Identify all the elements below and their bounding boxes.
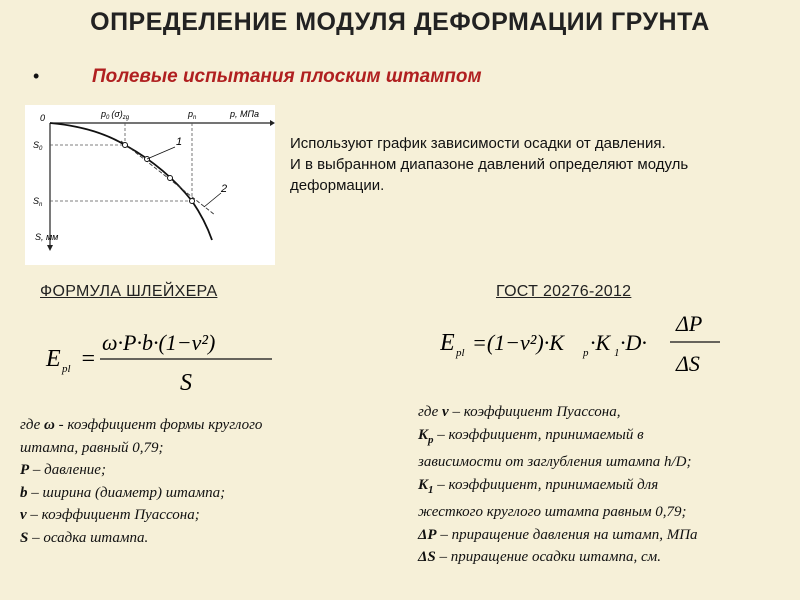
s0-label: $S_0$ (33, 140, 43, 152)
p-axis-label: p, МПа (230, 109, 260, 119)
p0-label: $p_0$ $(\sigma)_{zg}$ (101, 109, 130, 121)
sn-label: $S_n$ (33, 196, 43, 208)
point-mid-2 (168, 176, 173, 181)
origin-label: 0 (40, 113, 46, 123)
curve-2-label: 2 (221, 183, 228, 195)
note-k1-cont: жесткого круглого штампа равным 0,79; (418, 504, 687, 520)
description (290, 133, 790, 196)
settlement-pressure-graph (25, 105, 275, 265)
svg-text:1: 1 (614, 347, 620, 359)
point-p0 (123, 143, 128, 148)
description-line-3: деформации. (290, 177, 385, 194)
curve-1-label: 1 (176, 136, 183, 148)
svg-text:p: p (583, 347, 589, 359)
slide-subtitle: Полевые испытания плоским штампом (92, 66, 482, 87)
curve-1 (50, 123, 212, 240)
slide-title: ОПРЕДЕЛЕНИЕ МОДУЛЯ ДЕФОРМАЦИИ ГРУНТА (90, 8, 710, 36)
note-omega: где ω - коэффициент формы круглого (20, 417, 263, 433)
pn-label: $p_n$ (188, 109, 197, 121)
note-ds: ΔS – приращение осадки штампа, см. (418, 549, 661, 565)
note-dp: ΔP – приращение давления на штамп, МПа (418, 526, 698, 543)
note-nu-gost: где ν – коэффициент Пуассона, (418, 404, 621, 420)
bullet-marker: • (33, 66, 40, 86)
note-k1: $K_1$ – коэффициент, принимаемый для (418, 476, 659, 496)
gost-heading: ГОСТ 20276-2012 (496, 283, 632, 300)
s-axis-label: S, мм (35, 232, 59, 242)
description-line-2: И в выбранном диапазоне давлений определяют модуль (290, 156, 689, 173)
svg-text:·D·: ·D· (620, 330, 647, 355)
svg-text:ω·P·b·(1−ν²): ω·P·b·(1−ν²) (102, 330, 216, 355)
svg-text:=(1−ν²)·K: =(1−ν²)·K (472, 330, 564, 355)
note-s: S – осадка штампа. (20, 529, 149, 546)
description-line-1: Используют график зависимости осадки от давления. (290, 135, 666, 152)
svg-text:·K: ·K (590, 330, 611, 355)
note-kp: $K_p$ – коэффициент, принимаемый в (418, 426, 644, 446)
note-p: P – давление; (20, 462, 106, 478)
note-omega-cont: штампа, равный 0,79; (20, 439, 164, 456)
note-kp-cont: зависимости от заглубления штампа h/D; (418, 454, 692, 470)
schleicher-formula (40, 318, 280, 398)
schleicher-heading: ФОРМУЛА ШЛЕЙХЕРА (40, 283, 218, 300)
svg-text:=: = (80, 346, 97, 372)
note-nu: ν – коэффициент Пуассона; (20, 507, 200, 523)
svg-text:E: E (46, 346, 61, 372)
svg-text:ΔS: ΔS (676, 351, 700, 376)
gost-notes (418, 401, 798, 569)
note-b: b – ширина (диаметр) штампа; (20, 484, 226, 501)
gost-formula (440, 305, 740, 385)
svg-text:pl: pl (456, 347, 465, 359)
svg-text:pl: pl (62, 363, 71, 375)
svg-text:E: E (440, 330, 455, 356)
point-pn (190, 199, 195, 204)
svg-text:S: S (180, 370, 192, 396)
svg-text:ΔP: ΔP (676, 311, 703, 336)
schleicher-notes (20, 414, 380, 549)
